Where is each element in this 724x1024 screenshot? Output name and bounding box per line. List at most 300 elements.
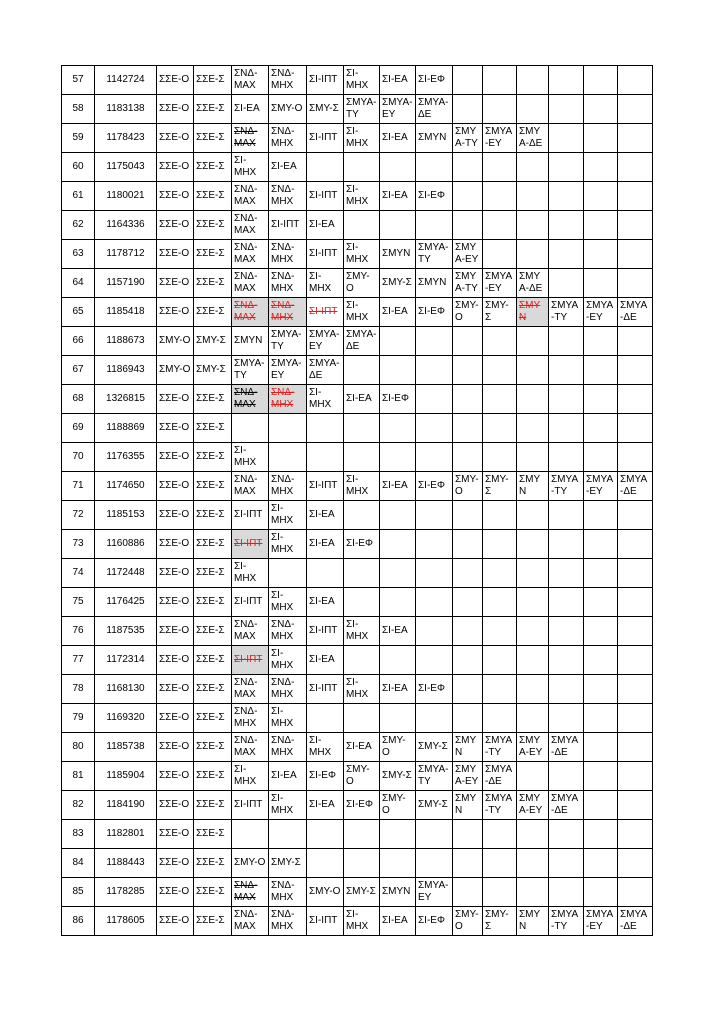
choice-text: ΣΜΥ-Ο: [382, 793, 406, 816]
choice-cell: [549, 675, 584, 704]
row-number-cell: 83: [62, 820, 95, 849]
choice-text: ΣΜΥΑ-ΔΕ: [519, 126, 543, 149]
choice-text: ΣΙ-ΕΑ: [309, 654, 335, 665]
candidate-id-cell: 1142724: [95, 66, 157, 95]
choice-text: ΣΣΕ-Ο: [159, 683, 190, 694]
choice-cell: [269, 95, 307, 124]
choice-cell: [380, 501, 416, 530]
choice-cell: [517, 443, 549, 472]
choice-text: ΣΜΥΑ-ΤΥ: [455, 126, 478, 149]
choice-text: ΣΣΕ-Σ: [196, 712, 225, 723]
choice-text: ΣΙ-ΕΑ: [382, 625, 408, 636]
choice-cell: [453, 124, 483, 153]
choice-cell: [269, 211, 307, 240]
choice-cell: [549, 733, 584, 762]
candidate-id-cell: 1188443: [95, 849, 157, 878]
row-number-cell: 77: [62, 646, 95, 675]
choice-cell: [232, 356, 269, 385]
candidate-id-cell: 1176355: [95, 443, 157, 472]
choice-text: ΣΝΔ-ΜΑΧ: [234, 242, 258, 265]
candidate-id-cell: 1178285: [95, 878, 157, 907]
choice-cell: [618, 878, 653, 907]
candidate-id-cell: 1178423: [95, 124, 157, 153]
choice-cell: [307, 95, 344, 124]
choice-cell: [269, 240, 307, 269]
choice-cell: [344, 820, 380, 849]
choice-text: ΣΜΥ-Ο: [271, 103, 303, 114]
choice-cell: [157, 472, 194, 501]
choice-text: ΣΣΕ-Ο: [159, 132, 190, 143]
choice-text: ΣΜΥΑ-ΔΕ: [620, 909, 648, 932]
choice-cell: [483, 820, 517, 849]
choice-text: ΣΣΕ-Σ: [196, 828, 225, 839]
choice-cell: [483, 153, 517, 182]
choice-text: ΣΜΥΑ-ΤΥ: [551, 300, 579, 323]
choice-cell: [232, 385, 269, 414]
choice-cell: [232, 907, 269, 936]
choice-cell: [549, 356, 584, 385]
choice-cell: [194, 588, 232, 617]
choice-cell: [194, 704, 232, 733]
candidate-id-cell: 1185418: [95, 298, 157, 327]
choice-text: ΣΙ-ΙΠΤ: [271, 219, 300, 230]
choice-cell: [584, 762, 618, 791]
choice-cell: [344, 675, 380, 704]
choice-cell: [344, 849, 380, 878]
choice-cell: [232, 617, 269, 646]
choice-cell: [157, 733, 194, 762]
choice-cell: [416, 733, 453, 762]
choice-cell: [549, 878, 584, 907]
choice-text: ΣΙ-ΕΦ: [346, 799, 373, 810]
choice-cell: [453, 849, 483, 878]
choice-cell: [269, 849, 307, 878]
choice-cell: [232, 530, 269, 559]
table-row: [62, 733, 653, 762]
choice-cell: [618, 269, 653, 298]
choice-cell: [416, 269, 453, 298]
candidate-id-cell: 1178712: [95, 240, 157, 269]
choice-cell: [232, 646, 269, 675]
choice-cell: [157, 356, 194, 385]
choice-text: ΣΜΥΝ: [455, 793, 477, 816]
choice-text: ΣΙ-ΕΦ: [418, 74, 445, 85]
choice-cell: [584, 501, 618, 530]
choice-text: ΣΜΥ-Ο: [346, 271, 370, 294]
choice-text: ΣΜΥΑ-ΕΥ: [586, 300, 614, 323]
candidate-id-cell: 1174650: [95, 472, 157, 501]
candidate-id-cell: 1187535: [95, 617, 157, 646]
choice-cell: [584, 124, 618, 153]
choice-cell: [453, 617, 483, 646]
choice-cell: [157, 95, 194, 124]
struck-choice-text: ΣΝΔ-ΜΑΧ: [234, 300, 258, 323]
choice-cell: [517, 385, 549, 414]
choice-cell: [269, 472, 307, 501]
choice-text: ΣΜΥ-Ο: [346, 764, 370, 787]
row-number-cell: 59: [62, 124, 95, 153]
table-row: [62, 385, 653, 414]
choice-cell: [157, 791, 194, 820]
choice-cell: [618, 240, 653, 269]
choice-text: ΣΣΕ-Ο: [159, 857, 190, 868]
choice-cell: [380, 240, 416, 269]
choice-cell: [549, 240, 584, 269]
choice-cell: [307, 298, 344, 327]
choice-text: ΣΜΥΑ-ΔΕ: [418, 97, 449, 120]
choice-text: ΣΝΔ-ΜΑΧ: [234, 735, 258, 758]
choice-text: ΣΙ-ΕΦ: [418, 915, 445, 926]
choice-cell: [517, 762, 549, 791]
choice-text: ΣΜΥΑ-ΕΥ: [418, 880, 449, 903]
choice-cell: [618, 907, 653, 936]
choice-cell: [194, 240, 232, 269]
choice-cell: [194, 472, 232, 501]
choice-cell: [344, 559, 380, 588]
choice-cell: [157, 646, 194, 675]
choice-text: ΣΜΥΝ: [418, 132, 447, 143]
choice-text: ΣΣΕ-Σ: [196, 306, 225, 317]
choice-cell: [618, 124, 653, 153]
choice-cell: [618, 414, 653, 443]
choice-cell: [618, 327, 653, 356]
choice-cell: [416, 298, 453, 327]
choice-cell: [269, 588, 307, 617]
choice-cell: [380, 907, 416, 936]
choice-cell: [194, 269, 232, 298]
table-row: [62, 559, 653, 588]
choice-cell: [483, 646, 517, 675]
choice-text: ΣΜΥ-Ο: [159, 335, 191, 346]
choice-cell: [584, 820, 618, 849]
choice-text: ΣΙ-ΕΑ: [271, 161, 297, 172]
choice-text: ΣΣΕ-Σ: [196, 219, 225, 230]
choice-text: ΣΜΥΝ: [234, 335, 263, 346]
choice-cell: [483, 530, 517, 559]
choice-cell: [380, 791, 416, 820]
choice-text: ΣΙ-ΜΗΧ: [271, 503, 294, 526]
choice-cell: [307, 646, 344, 675]
choice-text: ΣΜΥΑ-ΕΥ: [519, 793, 543, 816]
choice-cell: [269, 617, 307, 646]
choice-cell: [584, 269, 618, 298]
choice-cell: [344, 124, 380, 153]
choice-cell: [157, 443, 194, 472]
choice-cell: [269, 385, 307, 414]
choice-cell: [269, 820, 307, 849]
choice-cell: [157, 762, 194, 791]
choice-cell: [232, 269, 269, 298]
choice-text: ΣΜΥΑ-ΕΥ: [485, 271, 513, 294]
struck-choice-text: ΣΙ-ΙΠΤ: [309, 306, 338, 317]
choice-text: ΣΜΥΑ-ΕΥ: [586, 909, 614, 932]
choice-text: ΣΣΕ-Σ: [196, 509, 225, 520]
candidate-id-cell: 1182801: [95, 820, 157, 849]
choice-cell: [344, 617, 380, 646]
choice-cell: [483, 211, 517, 240]
choice-cell: [380, 327, 416, 356]
choice-text: ΣΜΥΝ: [382, 886, 411, 897]
choice-cell: [269, 182, 307, 211]
table-row: [62, 907, 653, 936]
choice-cell: [517, 791, 549, 820]
choice-cell: [549, 907, 584, 936]
choice-text: ΣΙ-ΕΑ: [309, 799, 335, 810]
choice-text: ΣΣΕ-Ο: [159, 567, 190, 578]
choice-cell: [517, 530, 549, 559]
choice-cell: [416, 820, 453, 849]
choice-cell: [584, 327, 618, 356]
candidate-id-cell: 1178605: [95, 907, 157, 936]
choice-cell: [549, 414, 584, 443]
choice-text: ΣΣΕ-Ο: [159, 625, 190, 636]
choice-text: ΣΙ-ΙΠΤ: [234, 509, 263, 520]
choice-text: ΣΙ-ΜΗΧ: [346, 126, 369, 149]
choice-cell: [453, 269, 483, 298]
choice-cell: [517, 327, 549, 356]
choice-text: ΣΣΕ-Σ: [196, 538, 225, 549]
choice-text: ΣΣΕ-Ο: [159, 190, 190, 201]
choice-cell: [517, 153, 549, 182]
choice-cell: [584, 182, 618, 211]
choice-text: ΣΣΕ-Σ: [196, 74, 225, 85]
row-number-cell: 62: [62, 211, 95, 240]
choice-cell: [453, 559, 483, 588]
choice-text: ΣΣΕ-Σ: [196, 683, 225, 694]
choice-cell: [517, 269, 549, 298]
choice-text: ΣΣΕ-Ο: [159, 654, 190, 665]
choice-cell: [307, 327, 344, 356]
choice-cell: [380, 211, 416, 240]
candidate-id-cell: 1185904: [95, 762, 157, 791]
choice-cell: [194, 327, 232, 356]
choice-cell: [380, 66, 416, 95]
choice-cell: [453, 153, 483, 182]
choice-cell: [549, 95, 584, 124]
choice-cell: [584, 95, 618, 124]
choice-cell: [157, 182, 194, 211]
choice-cell: [517, 878, 549, 907]
choice-cell: [194, 733, 232, 762]
choice-cell: [307, 240, 344, 269]
choice-cell: [549, 530, 584, 559]
choice-cell: [232, 849, 269, 878]
choice-text: ΣΙ-ΕΑ: [309, 538, 335, 549]
choice-cell: [269, 907, 307, 936]
choice-text: ΣΝΔ-ΜΑΧ: [234, 271, 258, 294]
choice-cell: [517, 820, 549, 849]
choice-cell: [584, 530, 618, 559]
choice-text: ΣΝΔ-ΜΗΧ: [271, 880, 295, 903]
choice-cell: [380, 182, 416, 211]
choice-text: ΣΝΔ-ΜΗΧ: [271, 735, 295, 758]
choice-cell: [380, 704, 416, 733]
choice-cell: [517, 849, 549, 878]
choice-cell: [618, 472, 653, 501]
choice-text: ΣΜΥΑ-ΕΥ: [455, 242, 479, 265]
choice-cell: [453, 356, 483, 385]
row-number-cell: 65: [62, 298, 95, 327]
choice-cell: [618, 588, 653, 617]
choice-cell: [584, 675, 618, 704]
choice-cell: [618, 675, 653, 704]
choice-text: ΣΝΔ-ΜΗΧ: [271, 677, 295, 700]
table-row: [62, 820, 653, 849]
choice-cell: [618, 95, 653, 124]
choice-cell: [416, 414, 453, 443]
choice-text: ΣΣΕ-Ο: [159, 248, 190, 259]
choice-cell: [416, 95, 453, 124]
choice-cell: [483, 849, 517, 878]
choice-cell: [453, 675, 483, 704]
row-number-cell: 81: [62, 762, 95, 791]
choice-cell: [483, 269, 517, 298]
choice-text: ΣΝΔ-ΜΗΧ: [271, 184, 295, 207]
choice-cell: [232, 733, 269, 762]
table-row: [62, 211, 653, 240]
choice-cell: [194, 530, 232, 559]
choice-text: ΣΜΥΑ-ΤΥ: [234, 358, 265, 381]
choice-cell: [517, 559, 549, 588]
choice-text: ΣΜΥ-Σ: [485, 474, 509, 497]
choice-cell: [157, 878, 194, 907]
choice-cell: [344, 327, 380, 356]
choice-text: ΣΜΥΑ-ΕΥ: [382, 97, 413, 120]
choice-cell: [194, 646, 232, 675]
choice-text: ΣΙ-ΕΑ: [309, 219, 335, 230]
candidate-id-cell: 1326815: [95, 385, 157, 414]
candidate-id-cell: 1188673: [95, 327, 157, 356]
row-number-cell: 57: [62, 66, 95, 95]
row-number-cell: 84: [62, 849, 95, 878]
choice-cell: [517, 646, 549, 675]
table-row: [62, 153, 653, 182]
choice-cell: [416, 878, 453, 907]
choice-cell: [344, 878, 380, 907]
choice-cell: [307, 704, 344, 733]
choice-cell: [453, 66, 483, 95]
choice-cell: [483, 907, 517, 936]
choice-cell: [453, 646, 483, 675]
choice-cell: [307, 501, 344, 530]
candidate-id-cell: 1172448: [95, 559, 157, 588]
choice-cell: [483, 414, 517, 443]
candidate-id-cell: 1185153: [95, 501, 157, 530]
choice-cell: [453, 878, 483, 907]
choice-text: ΣΣΕ-Σ: [196, 190, 225, 201]
choice-text: ΣΜΥ-Σ: [196, 335, 226, 346]
choice-cell: [380, 675, 416, 704]
choice-cell: [307, 269, 344, 298]
candidate-id-cell: 1175043: [95, 153, 157, 182]
choice-text: ΣΙ-ΜΗΧ: [234, 764, 257, 787]
choice-cell: [584, 414, 618, 443]
choice-cell: [157, 704, 194, 733]
choice-cell: [344, 472, 380, 501]
choice-text: ΣΜΥΑ-ΔΕ: [346, 329, 377, 352]
choice-cell: [483, 385, 517, 414]
choice-text: ΣΜΥΑ-ΕΥ: [455, 764, 479, 787]
choice-cell: [157, 240, 194, 269]
choice-cell: [157, 153, 194, 182]
choice-text: ΣΜΥ-Σ: [309, 103, 339, 114]
choice-text: ΣΙ-ΕΑ: [382, 915, 408, 926]
choice-cell: [344, 791, 380, 820]
choice-cell: [380, 385, 416, 414]
choice-text: ΣΣΕ-Σ: [196, 799, 225, 810]
choice-cell: [584, 704, 618, 733]
choice-text: ΣΙ-ΜΗΧ: [309, 271, 332, 294]
choice-text: ΣΙ-ΕΦ: [418, 683, 445, 694]
choice-cell: [380, 472, 416, 501]
choice-cell: [416, 704, 453, 733]
choice-cell: [453, 791, 483, 820]
choice-cell: [618, 791, 653, 820]
choice-cell: [194, 153, 232, 182]
choice-cell: [307, 182, 344, 211]
choice-cell: [194, 385, 232, 414]
choice-cell: [416, 472, 453, 501]
choice-cell: [194, 878, 232, 907]
choice-cell: [483, 617, 517, 646]
choice-cell: [549, 646, 584, 675]
choice-cell: [344, 66, 380, 95]
choice-cell: [416, 211, 453, 240]
choices-table: [61, 65, 653, 936]
choice-cell: [232, 791, 269, 820]
choice-text: ΣΜΥΑ-ΤΥ: [271, 329, 302, 352]
choice-cell: [194, 414, 232, 443]
choice-cell: [157, 501, 194, 530]
choice-cell: [549, 559, 584, 588]
choice-cell: [344, 298, 380, 327]
candidate-id-cell: 1164336: [95, 211, 157, 240]
choice-cell: [549, 182, 584, 211]
choice-text: ΣΜΥ-Σ: [418, 741, 448, 752]
choice-cell: [232, 414, 269, 443]
choice-cell: [232, 762, 269, 791]
choice-cell: [157, 559, 194, 588]
choice-text: ΣΙ-ΜΗΧ: [271, 706, 294, 729]
choice-text: ΣΙ-ΙΠΤ: [309, 132, 338, 143]
choice-text: ΣΙ-ΕΦ: [309, 770, 336, 781]
choice-text: ΣΣΕ-Σ: [196, 480, 225, 491]
choice-cell: [483, 124, 517, 153]
choice-cell: [453, 472, 483, 501]
choice-cell: [517, 907, 549, 936]
choice-text: ΣΙ-ΙΠΤ: [309, 683, 338, 694]
choice-cell: [549, 385, 584, 414]
choice-cell: [517, 414, 549, 443]
choice-cell: [194, 66, 232, 95]
choice-cell: [483, 704, 517, 733]
choice-cell: [194, 675, 232, 704]
choice-text: ΣΣΕ-Σ: [196, 132, 225, 143]
choice-cell: [380, 646, 416, 675]
choice-cell: [453, 907, 483, 936]
choice-text: ΣΣΕ-Ο: [159, 770, 190, 781]
choice-cell: [618, 617, 653, 646]
choice-text: ΣΙ-ΕΦ: [418, 190, 445, 201]
choice-cell: [618, 646, 653, 675]
choice-cell: [344, 588, 380, 617]
choice-cell: [157, 588, 194, 617]
choice-cell: [453, 298, 483, 327]
choice-cell: [344, 443, 380, 472]
candidate-id-cell: 1180021: [95, 182, 157, 211]
row-number-cell: 74: [62, 559, 95, 588]
row-number-cell: 80: [62, 733, 95, 762]
